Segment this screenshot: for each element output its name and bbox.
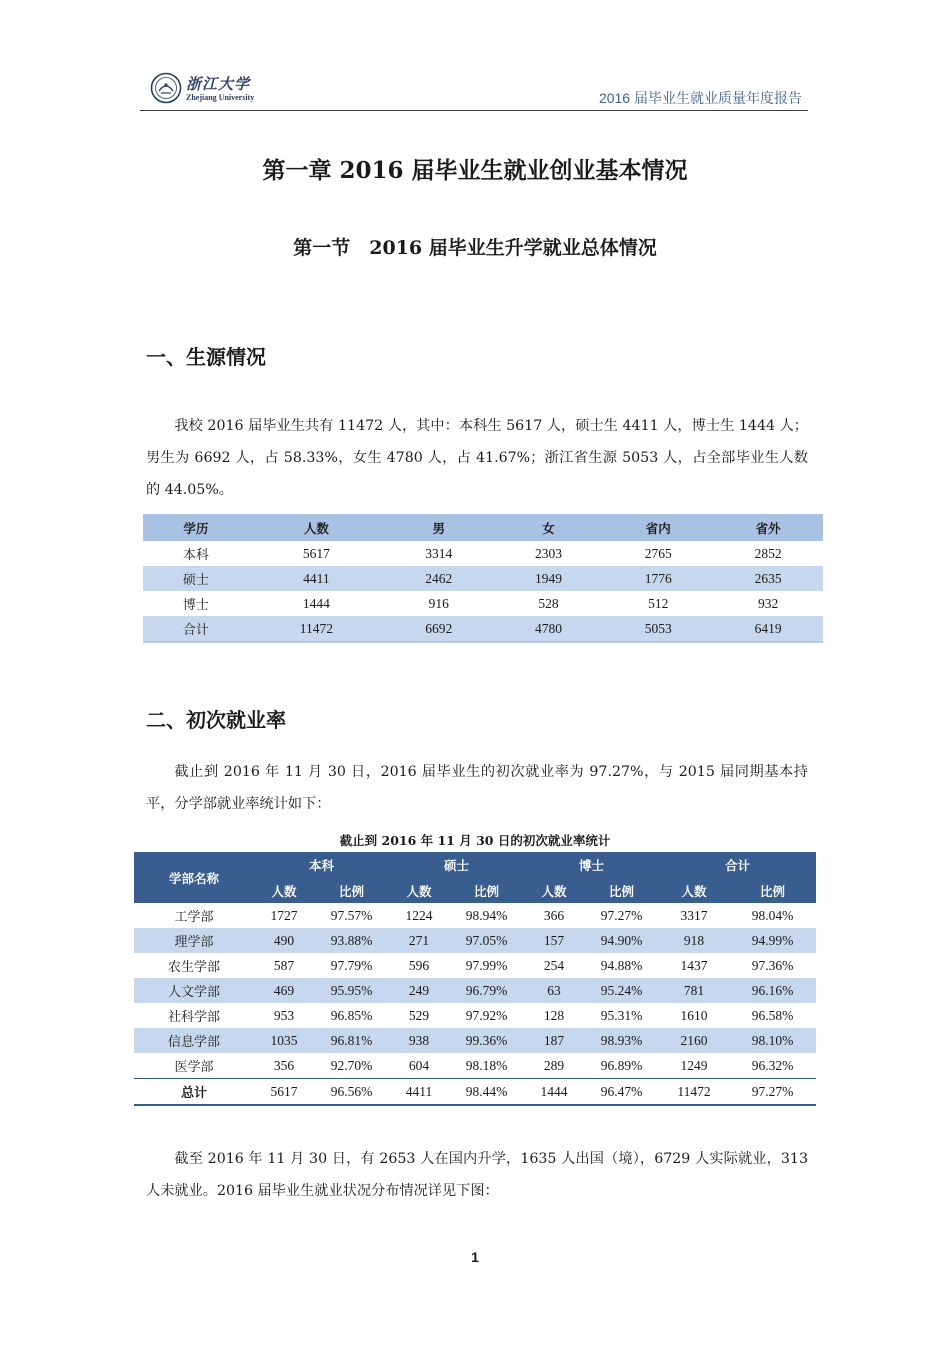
table-cell: 2462	[384, 566, 494, 591]
table-cell: 99.36%	[449, 1028, 524, 1053]
report-title: 2016 届毕业生就业质量年度报告	[598, 90, 802, 106]
table-row	[143, 541, 823, 566]
table-cell: 1727	[270, 907, 298, 923]
chapter-title: 第一章 2016 届毕业生就业创业基本情况	[262, 157, 688, 184]
table-cell: 128	[543, 1007, 565, 1023]
table-cell: 6692	[384, 616, 494, 642]
column-header: 比例	[729, 878, 816, 903]
table-cell: 98.18%	[465, 1057, 508, 1073]
university-seal-icon	[150, 72, 182, 104]
table-cell: 528	[538, 595, 559, 611]
table-cell: 2160	[659, 1028, 729, 1053]
column-header: 女	[494, 514, 604, 541]
table-row	[134, 1053, 816, 1079]
column-header: 比例	[584, 878, 659, 903]
table-cell: 587	[273, 957, 295, 973]
table-cell: 96.89%	[600, 1057, 643, 1073]
column-header: 人数	[389, 878, 449, 903]
table-cell: 781	[659, 978, 729, 1003]
table-cell: 490	[254, 928, 314, 953]
table-cell: 博士	[182, 598, 209, 613]
column-header: 人数	[659, 878, 729, 903]
table-header-row	[143, 514, 823, 541]
table-cell: 4780	[494, 616, 604, 642]
table-cell: 98.04%	[751, 907, 794, 923]
table-cell: 356	[273, 1057, 295, 1073]
column-header: 男	[384, 514, 494, 541]
table-cell: 96.81%	[314, 1028, 389, 1053]
table-cell: 5053	[603, 616, 713, 642]
section-title: 第一节 2016 届毕业生升学就业总体情况	[293, 237, 657, 259]
header-divider	[140, 110, 808, 111]
table-total-row	[143, 616, 823, 642]
table-cell: 4411	[249, 566, 384, 591]
table-cell: 97.27%	[600, 907, 643, 923]
table-cell: 512	[648, 595, 669, 611]
table-cell: 本科	[182, 548, 209, 563]
table-cell: 2765	[644, 545, 672, 561]
group-header: 博士	[524, 852, 659, 878]
group-header: 本科	[254, 852, 389, 878]
table-cell: 97.05%	[449, 928, 524, 953]
table-cell: 529	[408, 1007, 430, 1023]
employment-rate-table	[134, 852, 816, 1106]
table-cell: 96.47%	[584, 1079, 659, 1106]
department-name-cell: 总计	[134, 1079, 254, 1106]
table-cell: 938	[389, 1028, 449, 1053]
table-cell: 3317	[680, 907, 708, 923]
table-cell: 96.58%	[751, 1007, 794, 1023]
table-cell: 271	[389, 928, 449, 953]
table-cell: 1224	[405, 907, 433, 923]
table-header-row	[134, 852, 816, 878]
table-row	[143, 591, 823, 616]
paragraph-employment-status: 截至 2016 年 11 月 30 日，有 2653 人在国内升学，1635 人出国（境），6729 人实际就业，313 人未就业。2016 届毕业生就业状况分布情况详见下图：	[146, 1151, 808, 1199]
table-cell: 1437	[680, 957, 708, 973]
table-row	[134, 1003, 816, 1028]
table-cell: 3314	[425, 545, 453, 561]
table-cell: 289	[543, 1057, 565, 1073]
department-name-cell: 工学部	[174, 910, 214, 925]
student-source-table	[143, 514, 823, 643]
table-cell: 97.57%	[330, 907, 373, 923]
table-cell: 63	[524, 978, 584, 1003]
table-cell: 6419	[713, 616, 823, 642]
table-cell: 1444	[524, 1079, 584, 1106]
table-cell: 11472	[249, 616, 384, 642]
table-cell: 96.16%	[729, 978, 816, 1003]
paragraph-student-source: 我校 2016 届毕业生共有 11472 人，其中：本科生 5617 人，硕士生 4411 人，博士生 1444 人；男生为 6692 人，占 58.33%，女生 4780 人，占 41.67%；浙江省生源 5053 人，占全部毕业生人数的 44.05%。	[146, 418, 808, 498]
column-header-department: 学部名称	[134, 852, 254, 903]
column-header: 比例	[314, 878, 389, 903]
table-cell: 97.79%	[330, 957, 373, 973]
table-cell: 604	[408, 1057, 430, 1073]
department-name-cell: 医学部	[174, 1060, 214, 1075]
table-cell: 93.88%	[314, 928, 389, 953]
table-cell: 98.94%	[465, 907, 508, 923]
table-row	[134, 903, 816, 928]
logo-english-name: Zhejiang University	[186, 93, 255, 102]
table-cell: 918	[659, 928, 729, 953]
table-cell: 5617	[254, 1079, 314, 1106]
table-cell: 96.56%	[314, 1079, 389, 1106]
table-cell: 96.85%	[330, 1007, 373, 1023]
table-cell: 1444	[302, 595, 330, 611]
table-cell: 11472	[659, 1079, 729, 1106]
table-caption: 截止到 2016 年 11 月 30 日的初次就业率统计	[339, 833, 611, 848]
table-cell: 98.93%	[584, 1028, 659, 1053]
group-header: 硕士	[389, 852, 524, 878]
table-cell: 916	[428, 595, 449, 611]
column-header: 人数	[249, 514, 384, 541]
table-cell: 96.32%	[751, 1057, 794, 1073]
table-cell: 95.24%	[584, 978, 659, 1003]
table-cell: 1949	[494, 566, 604, 591]
university-logo	[150, 72, 290, 108]
table-cell: 596	[408, 957, 430, 973]
table-row	[134, 978, 816, 1003]
table-cell: 1035	[254, 1028, 314, 1053]
employment-table-body	[134, 903, 816, 1105]
column-header: 学历	[143, 514, 249, 541]
department-name-cell: 人文学部	[134, 978, 254, 1003]
table-cell: 98.10%	[729, 1028, 816, 1053]
table-cell: 2635	[713, 566, 823, 591]
table-cell: 95.95%	[314, 978, 389, 1003]
table-cell: 92.70%	[330, 1057, 373, 1073]
table-cell: 97.92%	[465, 1007, 508, 1023]
table-cell: 96.79%	[449, 978, 524, 1003]
column-header: 省内	[603, 514, 713, 541]
department-name-cell: 农生学部	[167, 960, 220, 975]
table-cell: 4411	[389, 1079, 449, 1106]
table-cell: 合计	[143, 616, 249, 642]
table-cell: 366	[543, 907, 565, 923]
table-cell: 97.99%	[465, 957, 508, 973]
table-cell: 98.44%	[449, 1079, 524, 1106]
table-cell: 2852	[754, 545, 782, 561]
table-cell: 469	[254, 978, 314, 1003]
table-cell: 94.88%	[600, 957, 643, 973]
table-row	[143, 566, 823, 591]
department-name-cell: 理学部	[134, 928, 254, 953]
column-header: 人数	[524, 878, 584, 903]
table-cell: 1610	[680, 1007, 708, 1023]
table-cell: 254	[543, 957, 565, 973]
table-cell: 1249	[680, 1057, 708, 1073]
department-name-cell: 信息学部	[134, 1028, 254, 1053]
table-cell: 249	[389, 978, 449, 1003]
table-total-row	[134, 1079, 816, 1106]
logo-chinese-name: 浙江大学	[186, 75, 251, 93]
table-row	[134, 953, 816, 978]
table-cell: 5617	[302, 545, 330, 561]
group-header: 合计	[659, 852, 816, 878]
heading-employment-rate: 二、初次就业率	[146, 708, 286, 732]
column-header: 人数	[254, 878, 314, 903]
department-name-cell: 社科学部	[167, 1010, 220, 1025]
table-cell: 97.27%	[729, 1079, 816, 1106]
table-cell: 94.90%	[584, 928, 659, 953]
table-cell: 95.31%	[600, 1007, 643, 1023]
heading-student-source: 一、生源情况	[146, 345, 266, 369]
column-header: 比例	[449, 878, 524, 903]
table-cell: 1776	[603, 566, 713, 591]
table-cell: 187	[524, 1028, 584, 1053]
table-cell: 2303	[535, 545, 563, 561]
page-number: 1	[471, 1249, 479, 1265]
column-header: 省外	[713, 514, 823, 541]
table-row	[134, 1028, 816, 1053]
table-cell: 硕士	[143, 566, 249, 591]
table-row	[134, 928, 816, 953]
table-cell: 953	[273, 1007, 295, 1023]
table-cell: 932	[757, 595, 779, 611]
table-cell: 157	[524, 928, 584, 953]
table-cell: 94.99%	[729, 928, 816, 953]
table-cell: 97.36%	[751, 957, 794, 973]
paragraph-employment-rate: 截止到 2016 年 11 月 30 日，2016 届毕业生的初次就业率为 97.27%，与 2015 届同期基本持平，分学部就业率统计如下：	[146, 764, 808, 812]
